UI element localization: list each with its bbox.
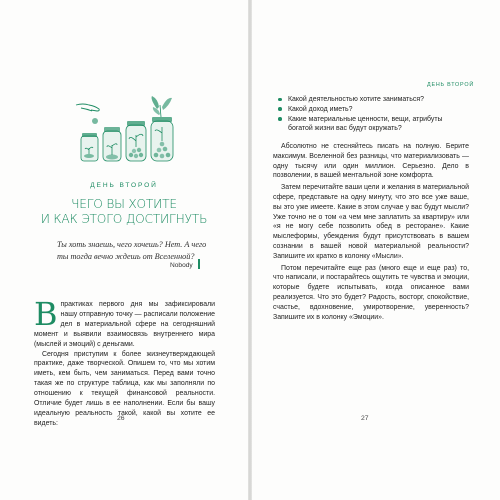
chapter-title: [0, 197, 248, 227]
hand-icon: [76, 104, 99, 111]
body-paragraph: Затем перечитайте ваши цели и желания в материальной сфере, представьте на одну минуту, что это все уже ваше, вы это уже имеете. Какие в этом случае у вас будут мысли? Уже точно не о том «а чем мне заплатить за квартиру» или «я не могу себе позволить обед в ресторане». Какие мыслеформы, убеждения будут присутствовать в вашем сознании в вашей новой материальной реальности? Запишите их кратко в колонку «Мысли».: [273, 184, 469, 260]
jar-with-coins-icon: [126, 121, 146, 161]
attribution-accent-bar: [198, 259, 200, 269]
epigraph: Ты хоть знаешь, чего хочешь? Нет. А чего ты тогда вечно ждешь от Вселенной?: [57, 240, 207, 261]
jars-illustration: [73, 95, 185, 165]
bullet-item: Какой деятельностью хотите заниматься?: [278, 95, 468, 105]
bullet-item: Какие материальные ценности, вещи, атрибуты богатой жизни вас будут окружать?: [278, 115, 468, 135]
chapter-label: ДЕНЬ ВТОРОЙ: [90, 182, 158, 189]
left-body-text: [34, 295, 215, 429]
body-paragraph: [34, 295, 215, 350]
coin-icon: [92, 118, 98, 124]
left-page: [0, 0, 248, 500]
paragraph-text: практиках первого дня мы зафиксировали нашу отправную точку — расписали положение дел в материальной сфере на сегодняшний момент и выявили взаимосвязь внутреннего мира (мыслей и эмоций) с деньгами.: [34, 301, 215, 348]
running-head: ДЕНЬ ВТОРОЙ: [427, 82, 474, 88]
right-body-text: [273, 142, 469, 324]
body-paragraph: Потом перечитайте еще раз (много еще и еще раз) то, что написали, и постарайтесь ощутить те чувства и эмоции, которые будете испытывать, когда описанное вами реализуется. Что это будет? Радость, восторг, спокойствие, счастье, вдохновение, умиротворение, уверенность? Запишите их в колонку «Эмоции».: [273, 264, 469, 321]
bullet-list: [278, 95, 468, 134]
jar-with-plant-icon: [151, 96, 173, 161]
body-paragraph: Сегодня приступим к более жизнеутверждающей практике, даже творческой. Опишем то, что мы хотим иметь, кем быть, чем заниматься. Перед вами точно такая же по структуре таблица, как мы заполняли по отношению к текущей финансовой реальности. Отличие будет лишь в ее наполнении. Если бы вашу идеальную реальность такой, какой вы хотите ее видеть:: [34, 350, 215, 427]
jar-with-sprout-icon: [103, 127, 121, 161]
chapter-title-line-2: И КАК ЭТОГО ДОСТИГНУТЬ: [40, 212, 208, 226]
drop-cap: В: [34, 295, 58, 333]
page-number-right: 27: [361, 415, 369, 422]
body-paragraph: Абсолютно не стесняйтесь писать на полную. Берите максимум. Вселенной без разницы, что материализовать — одну тысячу или один миллион. Серьезно. Дело в позволении, в вашей ментальной зоне комфорта.: [273, 143, 469, 180]
jar-with-coins-icon: [81, 133, 98, 161]
epigraph-attribution: Nobody: [170, 262, 193, 269]
bullet-item: Какой доход иметь?: [278, 105, 468, 115]
page-number-left: 26: [117, 415, 125, 422]
chapter-title-line-1: ЧЕГО ВЫ ХОТИТЕ: [71, 197, 177, 211]
